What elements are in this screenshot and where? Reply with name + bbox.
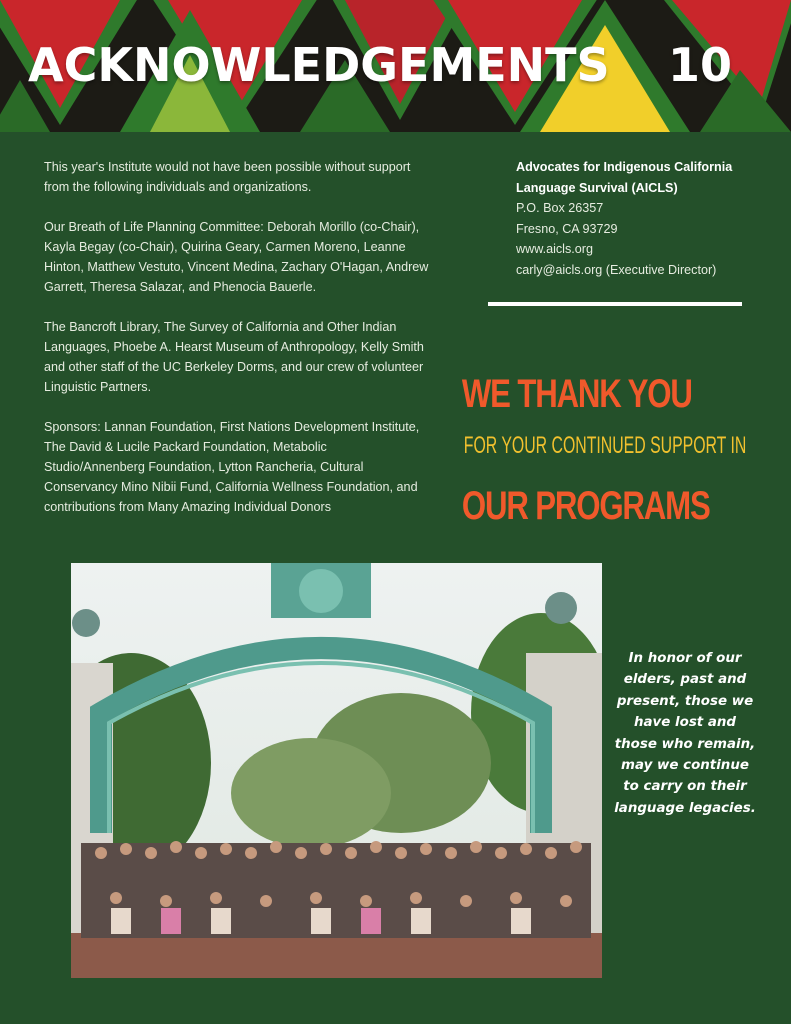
page-title: ACKNOWLEDGEMENTS xyxy=(28,38,610,92)
committee-paragraph: Our Breath of Life Planning Committee: Deborah Morillo (co-Chair), Kayla Begay (co-Chair), Quirina Geary, Carmen Moreno, Leanne Hinton, Matthew Vestuto, Vincent Medina, Zachary O'Hagan, Andrew Garrett, Theresa Salazar, and Phenocia Bauerle. xyxy=(44,220,429,294)
page-number: 10 xyxy=(668,38,733,92)
sather-gate-illustration xyxy=(71,563,602,978)
thank-you-heading: WE THANK YOU xyxy=(461,372,692,416)
our-programs-heading: OUR PROGRAMS xyxy=(461,484,710,528)
website-link[interactable]: www.aicls.org xyxy=(516,242,593,256)
address-line1: P.O. Box 26357 xyxy=(516,201,604,215)
address-line2: Fresno, CA 93729 xyxy=(516,221,618,236)
group-photo xyxy=(71,563,602,978)
org-name-line2: Language Survival (AICLS) xyxy=(516,180,678,195)
email-link[interactable]: carly@aicls.org (Executive Director) xyxy=(516,262,717,277)
partners-paragraph: The Bancroft Library, The Survey of California and Other Indian Languages, Phoebe A. Hearst Museum of Anthropology, Kelly Smith and other staff of the UC Berkeley Dorms, and our crew of volunteer Linguistic Partners. xyxy=(44,320,424,394)
header-banner xyxy=(0,0,791,132)
org-name-line1: Advocates for Indigenous California xyxy=(516,160,733,174)
acknowledgements-text xyxy=(44,157,429,537)
divider xyxy=(488,302,742,306)
continued-support-text: FOR YOUR CONTINUED SUPPORT IN xyxy=(463,432,747,459)
in-honor-text: In honor of our elders, past and present, those we have lost and those who remain, may we continue to carry on their language legacies. xyxy=(614,651,756,816)
sponsors-paragraph: Sponsors: Lannan Foundation, First Nations Development Institute, The David & Lucile Packard Foundation, Metabolic Studio/Annenberg Foundation, Lytton Rancheria, Cultural Conservancy Mino Nibii Fund, California Wellness Foundation, and contributions from Many Amazing Individual Donors xyxy=(44,420,420,514)
contact-block xyxy=(516,157,766,280)
intro-paragraph: This year's Institute would not have been possible without support from the following individuals and organizations. xyxy=(44,160,411,194)
